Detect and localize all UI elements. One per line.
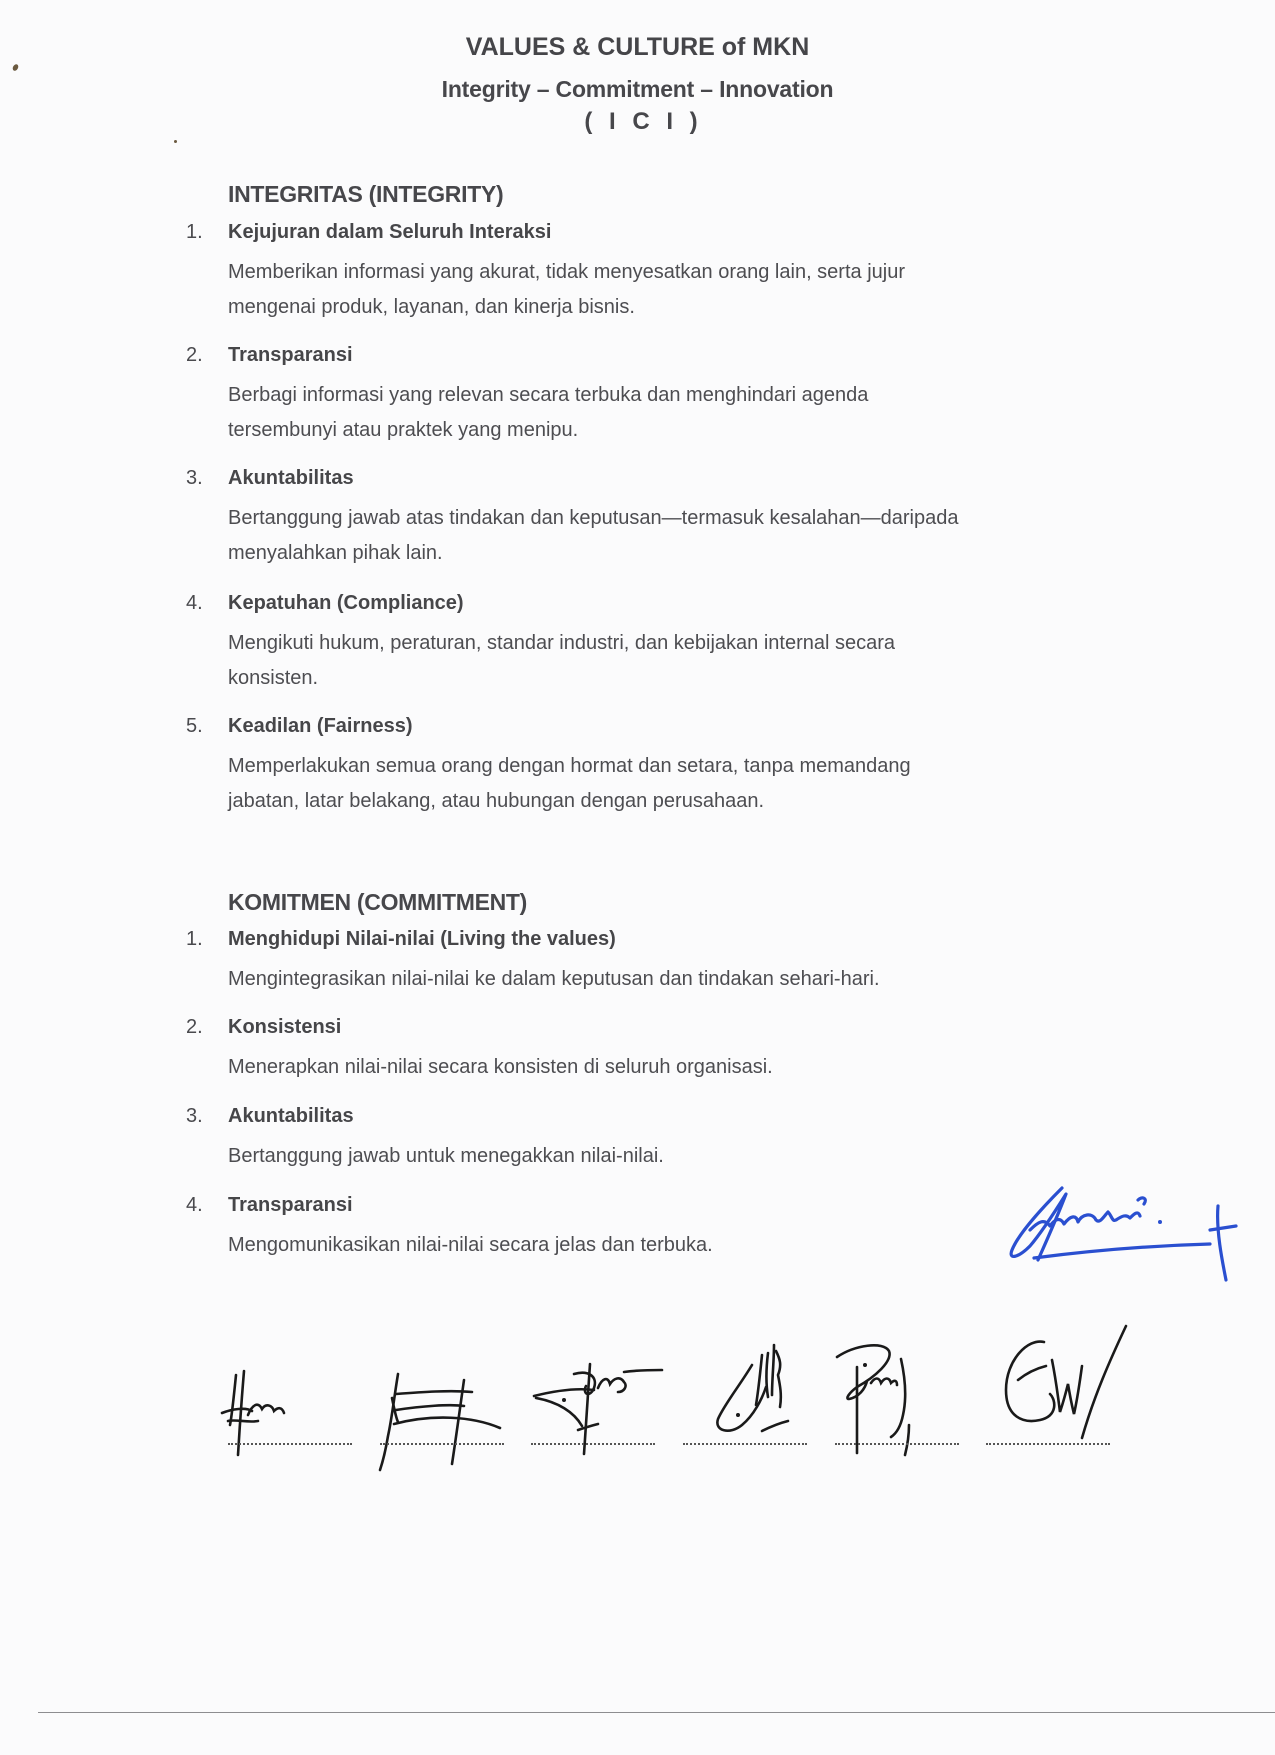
item-number: 1. [186,221,203,243]
item-description [228,626,1108,696]
signature-6 [998,1320,1138,1440]
item-description [228,1139,1108,1174]
item-description-line: Mengintegrasikan nilai-nilai ke dalam keputusan dan tindakan sehari-hari. [228,968,880,990]
document-abbreviation: ( I C I ) [584,108,703,135]
item-description-line: Berbagi informasi yang relevan secara terbuka dan menghindari agenda [228,384,869,406]
item-description-line: Memperlakukan semua orang dengan hormat dan setara, tanpa memandang [228,755,911,777]
item-title: Akuntabilitas [228,1105,354,1127]
signature-line-3 [531,1441,655,1445]
signature-line-4 [683,1441,807,1445]
item-description-line: Mengomunikasikan nilai-nilai secara jelas dan terbuka. [228,1234,713,1256]
item-description-line: Menerapkan nilai-nilai secara konsisten di seluruh organisasi. [228,1056,773,1078]
item-description [228,255,1108,325]
item-description [228,378,1108,448]
item-description-line: Mengikuti hukum, peraturan, standar industri, dan kebijakan internal secara [228,632,896,654]
section-heading-commitment: KOMITMEN (COMMITMENT) [228,889,528,915]
approver-signature-blue [1000,1180,1240,1290]
signature-line-2 [380,1441,504,1445]
item-title: Konsistensi [228,1016,342,1038]
item-description [228,1050,1108,1085]
signature-2 [372,1358,512,1473]
signature-1 [218,1365,318,1465]
section-heading-integrity: INTEGRITAS (INTEGRITY) [228,181,504,207]
document-title: VALUES & CULTURE of MKN [465,33,810,61]
item-number: 4. [186,592,203,614]
item-number: 2. [186,344,203,366]
item-title: Transparansi [228,344,353,366]
item-description [228,749,1108,819]
signature-line-5 [835,1441,959,1445]
item-number: 5. [186,715,203,737]
item-number: 3. [186,1105,203,1127]
item-title: Akuntabilitas [228,467,354,489]
item-description-line: menyalahkan pihak lain. [228,542,443,564]
signature-line-6 [986,1441,1110,1445]
item-number: 2. [186,1016,203,1038]
item-description-line: jabatan, latar belakang, atau hubungan dengan perusahaan. [228,790,765,812]
item-description [228,501,1108,571]
item-number: 3. [186,467,203,489]
item-description-line: Memberikan informasi yang akurat, tidak menyesatkan orang lain, serta jujur [228,261,905,283]
scan-speck [12,63,20,72]
item-title: Kejujuran dalam Seluruh Interaksi [228,221,552,243]
scan-speck [174,140,177,143]
item-description-line: Bertanggung jawab untuk menegakkan nilai-nilai. [228,1145,664,1167]
item-description [228,962,1108,997]
item-title: Menghidupi Nilai-nilai (Living the values) [228,928,616,950]
item-title: Kepatuhan (Compliance) [228,592,464,614]
item-number: 4. [186,1194,203,1216]
item-description-line: tersembunyi atau praktek yang menipu. [228,419,579,441]
item-number: 1. [186,928,203,950]
signature-line-1 [228,1441,352,1445]
item-description-line: konsisten. [228,667,319,689]
bottom-divider [38,1712,1275,1713]
item-title: Transparansi [228,1194,353,1216]
signature-4 [710,1335,820,1445]
item-title: Keadilan (Fairness) [228,715,413,737]
item-description [228,1228,1108,1263]
item-description-line: Bertanggung jawab atas tindakan dan keputusan—termasuk kesalahan—daripada [228,507,959,529]
item-description-line: mengenai produk, layanan, dan kinerja bisnis. [228,296,635,318]
document-subtitle: Integrity – Commitment – Innovation [441,76,834,102]
